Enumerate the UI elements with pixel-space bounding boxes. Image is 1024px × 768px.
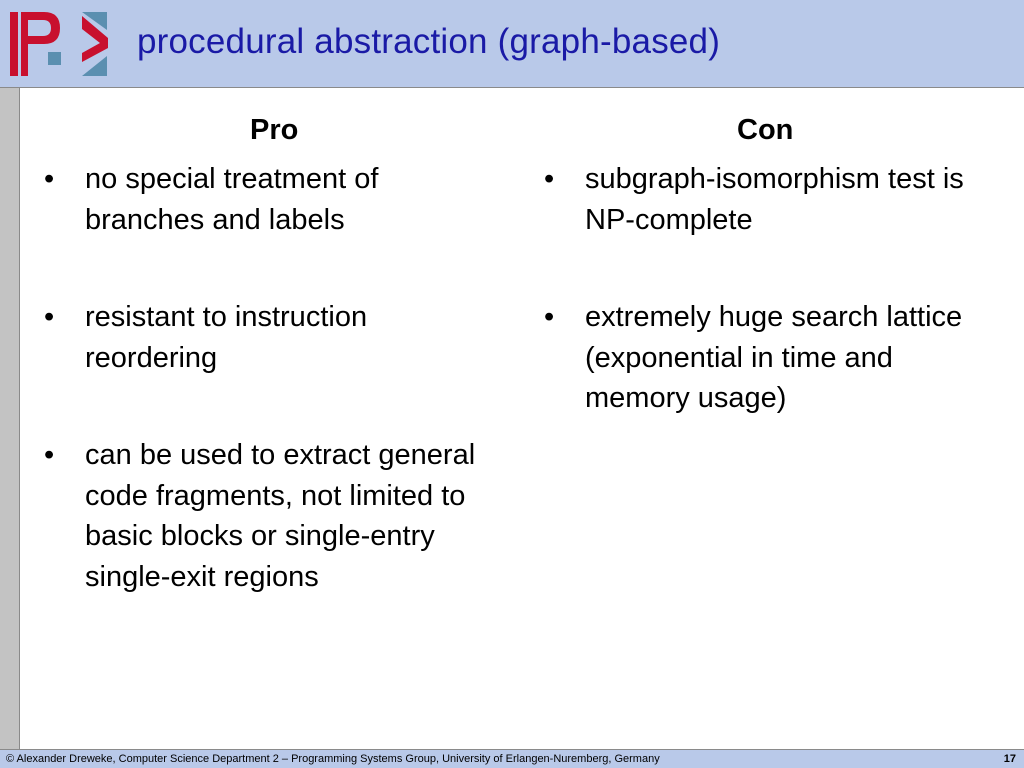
list-item bbox=[40, 297, 510, 378]
bullet-icon: • bbox=[544, 163, 555, 195]
bullet-icon: • bbox=[44, 163, 55, 195]
bullet-icon: • bbox=[44, 301, 55, 333]
list-item-text: no special treatment of branches and labels bbox=[85, 163, 379, 236]
list-item bbox=[40, 435, 510, 597]
slide-header bbox=[0, 0, 1024, 88]
left-rail bbox=[0, 88, 20, 749]
con-heading: Con bbox=[737, 114, 794, 146]
slide-title: procedural abstraction (graph-based) bbox=[137, 22, 721, 61]
list-item-text: extremely huge search lattice (exponential in time and memory usage) bbox=[585, 301, 963, 414]
ips-logo-icon bbox=[10, 8, 114, 80]
footer-copyright: © Alexander Dreweke, Computer Science Department 2 – Programming Systems Group, University of Erlangen-Nuremberg, Germany bbox=[6, 753, 660, 765]
list-item-text: subgraph-isomorphism test is NP-complete bbox=[585, 163, 964, 236]
pro-column bbox=[40, 108, 510, 654]
list-item bbox=[40, 159, 510, 240]
page-number: 17 bbox=[1003, 753, 1016, 765]
list-item-text: can be used to extract general code fragments, not limited to basic blocks or single-entry single-exit regions bbox=[85, 439, 476, 593]
list-item bbox=[540, 297, 1010, 419]
con-list bbox=[540, 159, 1010, 419]
pro-list bbox=[40, 159, 510, 597]
bullet-icon: • bbox=[44, 439, 55, 471]
pro-heading: Pro bbox=[250, 114, 299, 146]
con-column bbox=[540, 108, 1010, 476]
bullet-icon: • bbox=[544, 301, 555, 333]
slide-footer bbox=[0, 749, 1024, 768]
list-item-text: resistant to instruction reordering bbox=[85, 301, 368, 374]
list-item bbox=[540, 159, 1010, 240]
